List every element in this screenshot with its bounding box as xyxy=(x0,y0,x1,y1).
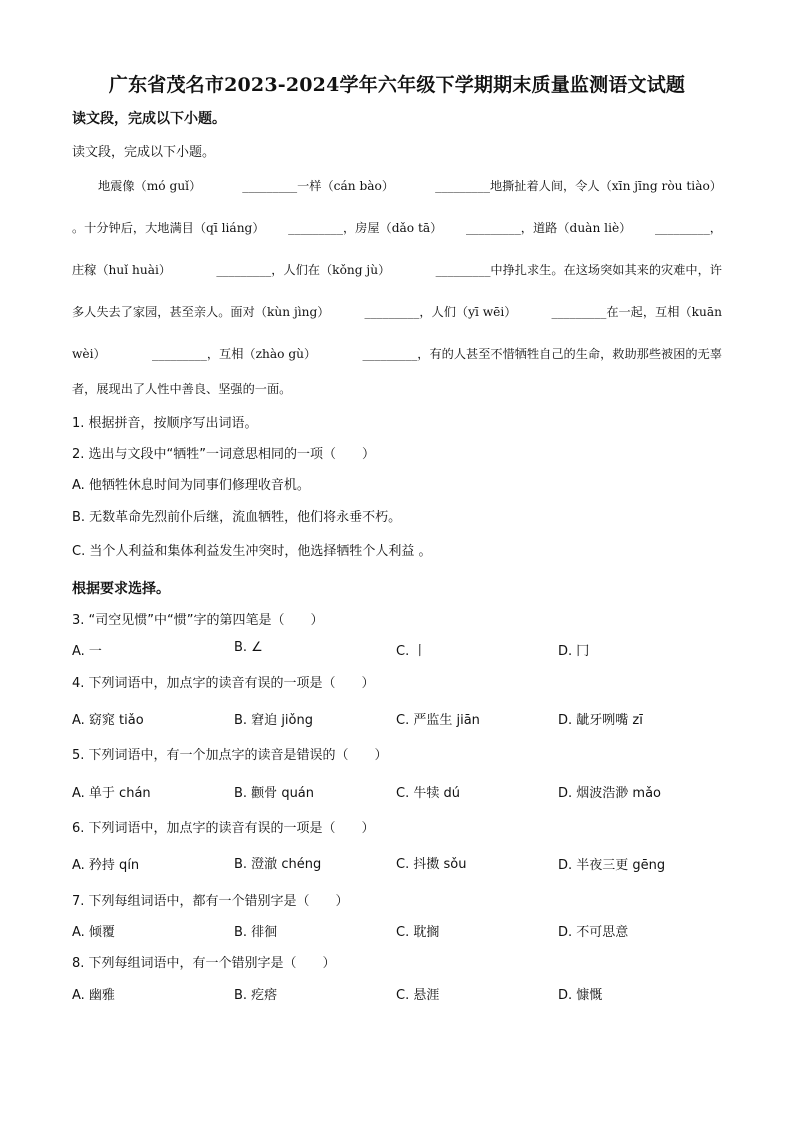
passage-segment: _________，互相（zhào gù） xyxy=(152,347,317,361)
question-5: 5. 下列词语中，有一个加点字的读音是错误的（ ） xyxy=(72,748,388,763)
passage-line xyxy=(72,345,722,362)
question-4-option-a[interactable]: A. 窈窕 tiǎo xyxy=(72,713,144,728)
passage-segment: _________，人们在（kǒng jù） xyxy=(216,263,391,277)
passage-segment: 者，展现出了人性中善良、坚强的一面。 xyxy=(72,382,292,396)
passage-segment: _________一样（cán bào） xyxy=(242,179,395,193)
passage-line xyxy=(72,219,722,236)
question-4: 4. 下列词语中，加点字的读音有误的一项是（ ） xyxy=(72,676,375,691)
passage-line xyxy=(72,261,722,278)
question-2-option-a[interactable]: A. 他牺牲休息时间为同事们修理收音机。 xyxy=(72,478,310,493)
question-8-option-b[interactable]: B. 疙瘩 xyxy=(234,988,278,1003)
passage-segment: 多人失去了家园，甚至亲人。面对（kùn jìng） xyxy=(72,305,330,319)
question-2-option-b[interactable]: B. 无数革命先烈前仆后继，流血牺牲，他们将永垂不朽。 xyxy=(72,510,402,525)
question-6-option-c[interactable]: C. 抖擞 sǒu xyxy=(396,857,467,872)
passage-segment: 庄稼（huǐ huài） xyxy=(72,263,172,277)
question-7-option-a[interactable]: A. 倾覆 xyxy=(72,925,115,940)
question-5-option-b[interactable]: B. 颧骨 quán xyxy=(234,786,315,801)
question-4-option-b[interactable]: B. 窘迫 jiǒng xyxy=(234,713,313,728)
question-7-option-d[interactable]: D. 不可思意 xyxy=(558,925,629,940)
passage-segment: _________地撕扯着人间，令人（xīn jīng ròu tiào） xyxy=(435,179,722,193)
section-intro-reading: 读文段，完成以下小题。 xyxy=(72,145,216,160)
question-8: 8. 下列每组词语中，有一个错别字是（ ） xyxy=(72,956,336,971)
passage-segment: _________中挣扎求生。在这场突如其来的灾难中，许 xyxy=(435,263,722,277)
question-6: 6. 下列词语中，加点字的读音有误的一项是（ ） xyxy=(72,821,375,836)
question-3: 3. “司空见惯”中“惯”字的第四笔是（ ） xyxy=(72,613,324,628)
question-8-option-c[interactable]: C. 悬涯 xyxy=(396,988,440,1003)
question-5-option-a[interactable]: A. 单于 chán xyxy=(72,786,151,801)
question-3-option-c[interactable]: C. 丨 xyxy=(396,644,427,659)
passage-line xyxy=(72,303,722,320)
question-8-option-d[interactable]: D. 慷慨 xyxy=(558,988,603,1003)
passage-segment: 地震像（mó guǐ） xyxy=(98,179,202,193)
passage-line xyxy=(98,177,722,194)
passage-segment: _________在一起，互相（kuān xyxy=(551,305,722,319)
question-6-option-a[interactable]: A. 矜持 qín xyxy=(72,858,140,873)
question-7-option-b[interactable]: B. 徘徊 xyxy=(234,925,278,940)
passage-segment: _________， xyxy=(654,221,722,235)
document-title: 广东省茂名市2023-2024学年六年级下学期期末质量监测语文试题 xyxy=(108,74,686,96)
question-5-option-c[interactable]: C. 牛犊 dú xyxy=(396,786,460,801)
question-4-option-c[interactable]: C. 严监生 jiān xyxy=(396,713,480,728)
passage-segment: _________，有的人甚至不惜牺牲自己的生命，救助那些被困的无辜 xyxy=(362,347,722,361)
question-5-option-d[interactable]: D. 烟波浩渺 mǎo xyxy=(558,786,661,801)
section-heading-reading: 读文段，完成以下小题。 xyxy=(72,111,226,127)
question-3-option-a[interactable]: A. 一 xyxy=(72,644,102,659)
question-4-option-d[interactable]: D. 龇牙咧嘴 zī xyxy=(558,713,643,728)
question-6-option-d[interactable]: D. 半夜三更 gēng xyxy=(558,858,666,873)
question-2: 2. 选出与文段中“牺牲”一词意思相同的一项（ ） xyxy=(72,447,376,462)
question-3-option-b[interactable]: B. ∠ xyxy=(234,640,263,655)
question-7: 7. 下列每组词语中，都有一个错别字是（ ） xyxy=(72,894,349,909)
question-6-option-b[interactable]: B. 澄澈 chéng xyxy=(234,857,322,872)
question-3-option-d[interactable]: D. 冂 xyxy=(558,644,590,659)
passage-segment: wèi） xyxy=(72,347,106,361)
section-heading-choice: 根据要求选择。 xyxy=(72,581,170,597)
question-1: 1. 根据拼音，按顺序写出词语。 xyxy=(72,416,258,431)
passage-segment: 。十分钟后，大地满目（qī liáng） xyxy=(72,221,265,235)
passage-segment: _________，房屋（dǎo tā） xyxy=(288,221,443,235)
question-7-option-c[interactable]: C. 耽搁 xyxy=(396,925,440,940)
passage-segment: _________，道路（duàn liè） xyxy=(465,221,632,235)
passage-segment: _________，人们（yī wēi） xyxy=(364,305,517,319)
passage-line xyxy=(72,380,722,397)
question-2-option-c[interactable]: C. 当个人利益和集体利益发生冲突时，他选择牺牲个人利益 。 xyxy=(72,544,432,559)
question-8-option-a[interactable]: A. 幽雅 xyxy=(72,988,115,1003)
